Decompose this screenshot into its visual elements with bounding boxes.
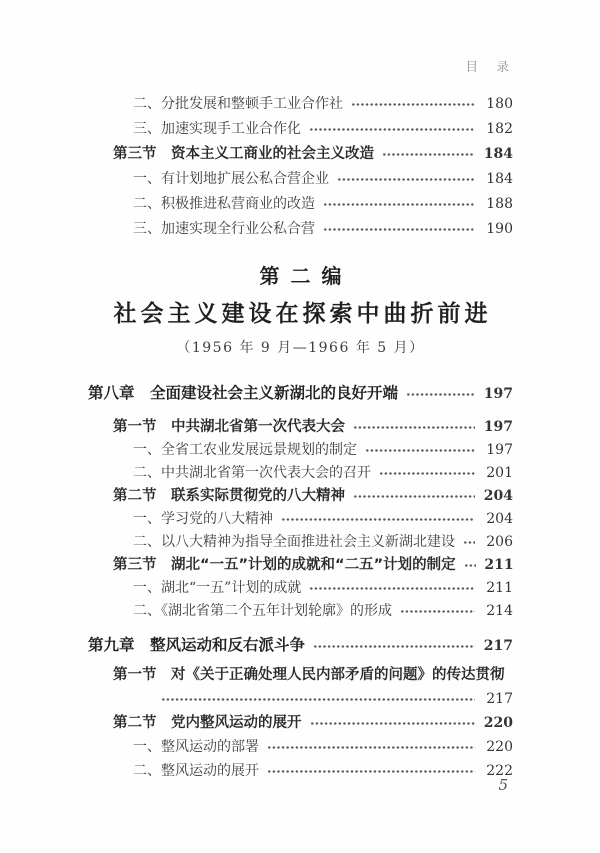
toc-entry-page: 206 bbox=[486, 534, 513, 550]
toc-entry bbox=[88, 759, 513, 783]
toc-entry-continuation bbox=[88, 687, 513, 711]
toc-entry-section bbox=[88, 142, 513, 167]
toc-entry-section bbox=[88, 485, 513, 508]
dot-leader bbox=[267, 769, 475, 774]
toc-entry-label: 第一节 对《关于正确处理人民内部矛盾的问题》的传达贯彻 bbox=[113, 667, 505, 683]
toc-entry-label: 二、整风运动的展开 bbox=[133, 763, 259, 779]
toc-content bbox=[88, 92, 513, 783]
toc-entry-section bbox=[88, 554, 513, 577]
toc-entry bbox=[88, 192, 513, 217]
toc-entry bbox=[88, 462, 513, 485]
dot-leader bbox=[323, 202, 475, 207]
dot-leader bbox=[323, 227, 475, 232]
toc-entry bbox=[88, 577, 513, 600]
dot-leader bbox=[351, 102, 475, 107]
dot-leader bbox=[463, 540, 475, 545]
toc-entry-label: 第二节 联系实际贯彻党的八大精神 bbox=[113, 488, 345, 504]
dot-leader bbox=[400, 609, 475, 614]
toc-entry-page: 217 bbox=[483, 638, 513, 654]
toc-entry-page: 197 bbox=[483, 386, 513, 402]
toc-entry-section-wrapped bbox=[88, 663, 513, 687]
toc-entry-label: 二、中共湖北省第一次代表大会的召开 bbox=[133, 465, 371, 481]
toc-entry-page: 220 bbox=[483, 715, 513, 731]
dot-leader bbox=[406, 392, 475, 397]
toc-entry-page: 214 bbox=[486, 603, 513, 619]
toc-entry bbox=[88, 600, 513, 623]
toc-entry-page: 197 bbox=[483, 419, 513, 435]
toc-entry-label: 一、湖北“一五”计划的成就 bbox=[133, 580, 302, 596]
toc-entry-section bbox=[88, 711, 513, 735]
toc-entry-label: 第八章 全面建设社会主义新湖北的良好开端 bbox=[88, 384, 399, 402]
toc-entry-page: 197 bbox=[486, 442, 513, 458]
toc-entry-label: 二、积极推进私营商业的改造 bbox=[133, 196, 315, 212]
dot-leader bbox=[353, 425, 475, 430]
dot-leader bbox=[309, 586, 475, 591]
toc-entry-page: 190 bbox=[486, 221, 513, 237]
toc-entry-chapter bbox=[88, 381, 513, 407]
toc-entry-label: 二、《湖北省第二个五年计划轮廓》的形成 bbox=[133, 603, 392, 619]
toc-entry-label: 一、有计划地扩展公私合营企业 bbox=[133, 171, 329, 187]
toc-entry bbox=[88, 735, 513, 759]
dot-leader bbox=[337, 177, 475, 182]
running-header: 目 录 bbox=[465, 59, 512, 74]
toc-entry-section bbox=[88, 416, 513, 439]
toc-entry-label: 第三节 资本主义工商业的社会主义改造 bbox=[113, 146, 374, 162]
toc-entry-page: 184 bbox=[483, 146, 513, 162]
toc-entry-label: 第九章 整风运动和反右派斗争 bbox=[88, 636, 306, 654]
part-date-range: （1956 年 9 月—1966 年 5 月） bbox=[176, 340, 425, 356]
toc-entry-label: 三、加速实现手工业合作化 bbox=[133, 121, 301, 137]
toc-entry-page: 211 bbox=[486, 580, 513, 596]
toc-entry-label: 一、学习党的八大精神 bbox=[133, 511, 273, 527]
toc-entry-label: 二、以八大精神为指导全面推进社会主义新湖北建设 bbox=[133, 534, 455, 550]
toc-entry-chapter bbox=[88, 633, 513, 659]
dot-leader bbox=[309, 127, 475, 132]
toc-entry-page: 217 bbox=[486, 691, 513, 707]
part-title: 社会主义建设在探索中曲折前进 bbox=[113, 301, 492, 327]
dot-leader bbox=[464, 563, 476, 568]
toc-entry-label: 第一节 中共湖北省第一次代表大会 bbox=[113, 419, 345, 435]
toc-entry-page: 184 bbox=[486, 171, 513, 187]
toc-entry-label: 第三节 湖北“一五”计划的成就和“二五”计划的制定 bbox=[113, 557, 456, 573]
toc-entry bbox=[88, 217, 513, 242]
part-number: 第二编 bbox=[259, 264, 353, 288]
toc-group-chapter-8 bbox=[88, 381, 513, 623]
toc-entry bbox=[88, 531, 513, 554]
toc-entry-label: 一、整风运动的部署 bbox=[133, 739, 259, 755]
toc-group-chapter-9 bbox=[88, 633, 513, 783]
toc-entry-page: 201 bbox=[486, 465, 513, 481]
toc-entry-label: 三、加速实现全行业公私合营 bbox=[133, 221, 315, 237]
dot-leader bbox=[313, 644, 475, 649]
folio-page-number: 5 bbox=[498, 776, 508, 794]
toc-entry bbox=[88, 508, 513, 531]
toc-entry-label: 一、全省工农业发展远景规划的制定 bbox=[133, 442, 357, 458]
dot-leader bbox=[365, 448, 475, 453]
part-heading bbox=[88, 264, 513, 357]
toc-entry-page: 204 bbox=[483, 488, 513, 504]
toc-entry bbox=[88, 167, 513, 192]
toc-entry-page: 204 bbox=[486, 511, 513, 527]
dot-leader bbox=[379, 471, 475, 476]
dot-leader bbox=[267, 745, 475, 750]
toc-entry-page: 211 bbox=[484, 557, 514, 573]
toc-entry bbox=[88, 92, 513, 117]
toc-group-top bbox=[88, 92, 513, 242]
toc-entry-page: 188 bbox=[486, 196, 513, 212]
dot-leader bbox=[161, 697, 475, 702]
dot-leader bbox=[353, 494, 475, 499]
dot-leader bbox=[310, 721, 476, 726]
toc-entry-label: 二、分批发展和整顿手工业合作社 bbox=[133, 96, 343, 112]
toc-entry-page: 182 bbox=[486, 121, 513, 137]
dot-leader bbox=[281, 517, 475, 522]
toc-entry bbox=[88, 439, 513, 462]
toc-entry-label: 第二节 党内整风运动的展开 bbox=[113, 715, 302, 731]
toc-entry-page: 222 bbox=[486, 763, 513, 779]
toc-entry bbox=[88, 117, 513, 142]
toc-entry-page: 220 bbox=[486, 739, 513, 755]
dot-leader bbox=[382, 152, 475, 157]
toc-entry-page: 180 bbox=[486, 96, 513, 112]
